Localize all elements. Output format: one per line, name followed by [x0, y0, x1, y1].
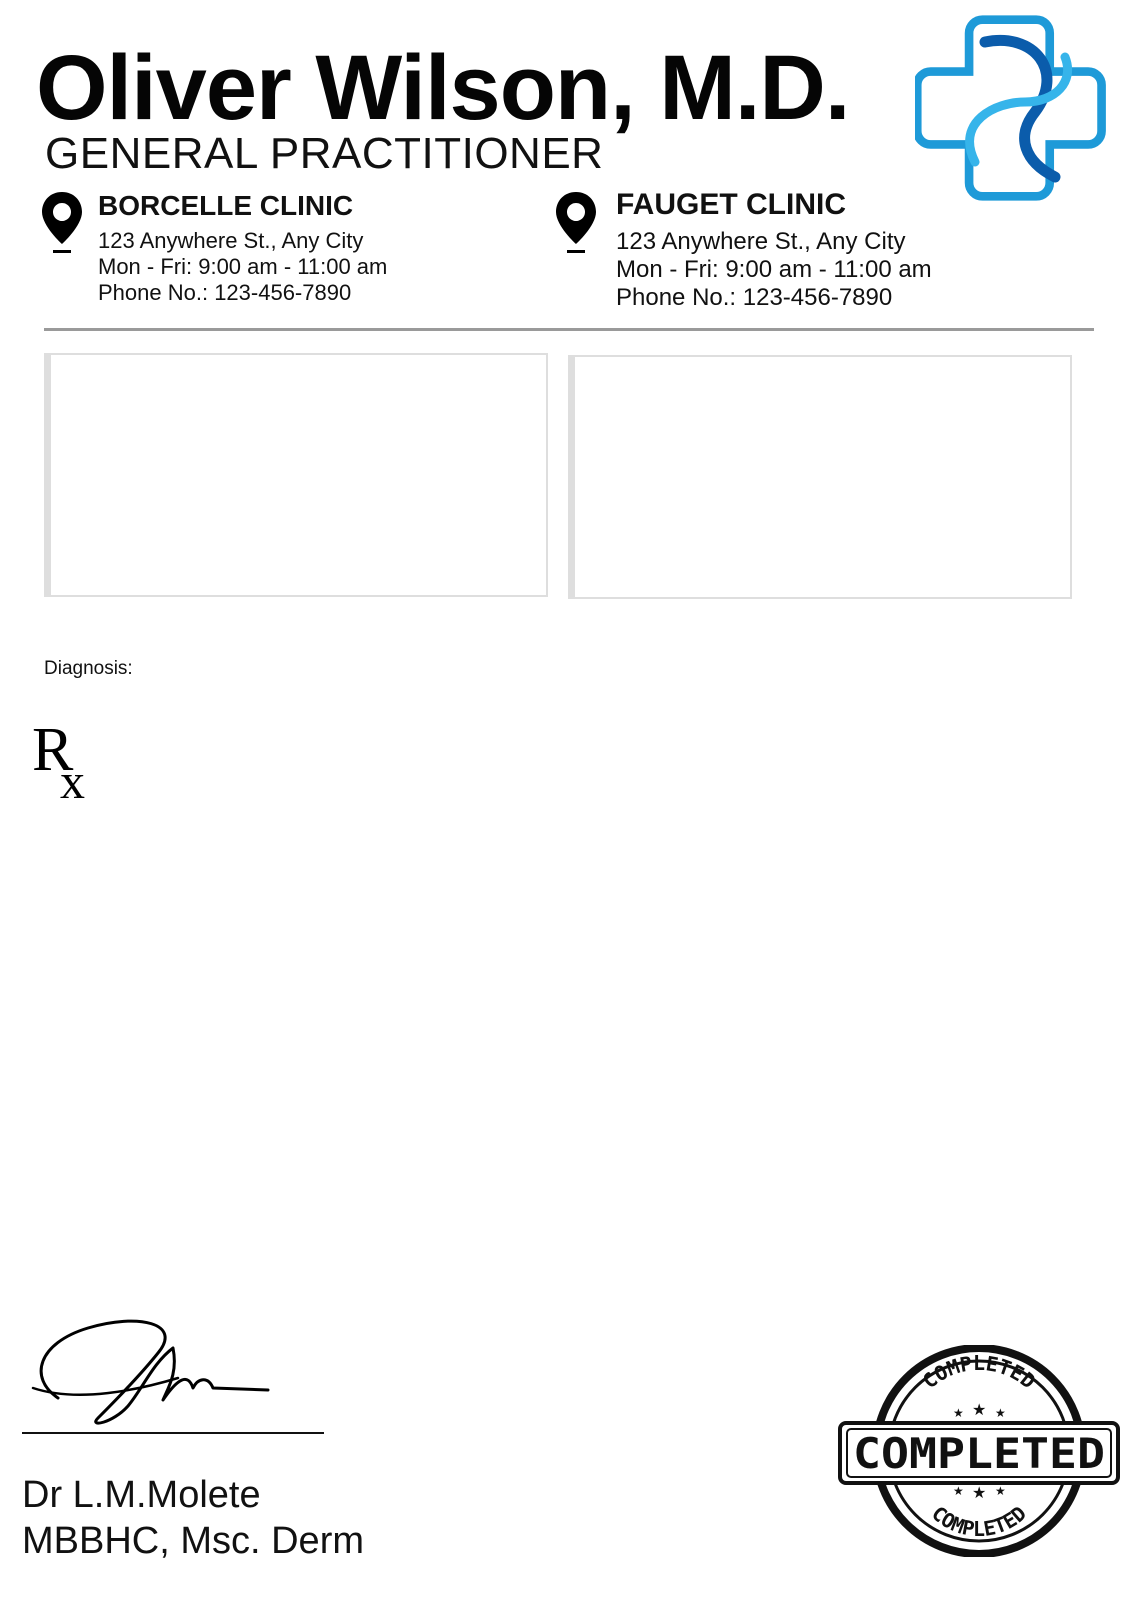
svg-text:★: ★ [995, 1406, 1006, 1420]
svg-text:★: ★ [953, 1406, 964, 1420]
signature-line [22, 1432, 324, 1434]
svg-text:R: R [32, 722, 74, 784]
doctor-specialty: GENERAL PRACTITIONER [45, 129, 604, 178]
stamp-main-text: COMPLETED [853, 1429, 1105, 1478]
clinic-hours: Mon - Fri: 9:00 am - 11:00 am [616, 256, 932, 283]
location-pin-icon [40, 190, 84, 256]
clinic-phone: Phone No.: 123-456-7890 [98, 280, 352, 305]
clinic-address: 123 Anywhere St., Any City [98, 228, 364, 253]
svg-text:x: x [60, 753, 85, 802]
patient-info-box-right[interactable] [568, 355, 1072, 599]
clinic-address: 123 Anywhere St., Any City [616, 228, 906, 255]
clinic-phone: Phone No.: 123-456-7890 [616, 284, 893, 311]
completed-stamp [838, 1345, 1120, 1557]
stamp-arc-bottom: COMPLETED [926, 1501, 1032, 1541]
header-divider [44, 328, 1094, 331]
medical-cross-icon [915, 12, 1115, 212]
signature-block [22, 1472, 364, 1564]
svg-text:★: ★ [953, 1484, 964, 1498]
diagnosis-label: Diagnosis: [44, 658, 133, 679]
rx-symbol-icon [32, 722, 112, 802]
clinic-block-borcelle [98, 192, 387, 306]
signature-image [18, 1318, 338, 1428]
clinic-name: FAUGET CLINIC [616, 188, 846, 221]
signature-credentials: MBBHC, Msc. Derm [22, 1520, 364, 1562]
clinic-hours: Mon - Fri: 9:00 am - 11:00 am [98, 254, 388, 279]
doctor-name: Oliver Wilson, M.D. [36, 37, 850, 139]
svg-text:★: ★ [995, 1484, 1006, 1498]
clinic-block-fauget [616, 190, 932, 312]
svg-text:COMPLETED [927, 1501, 1031, 1541]
signature-name: Dr L.M.Molete [22, 1474, 261, 1516]
svg-text:★: ★ [972, 1402, 987, 1419]
clinic-name: BORCELLE CLINIC [98, 190, 354, 221]
stamp-arc-top: COMPLETED [917, 1351, 1041, 1394]
patient-info-box-left[interactable] [44, 353, 548, 597]
location-pin-icon [554, 190, 598, 256]
svg-text:★: ★ [972, 1485, 987, 1502]
